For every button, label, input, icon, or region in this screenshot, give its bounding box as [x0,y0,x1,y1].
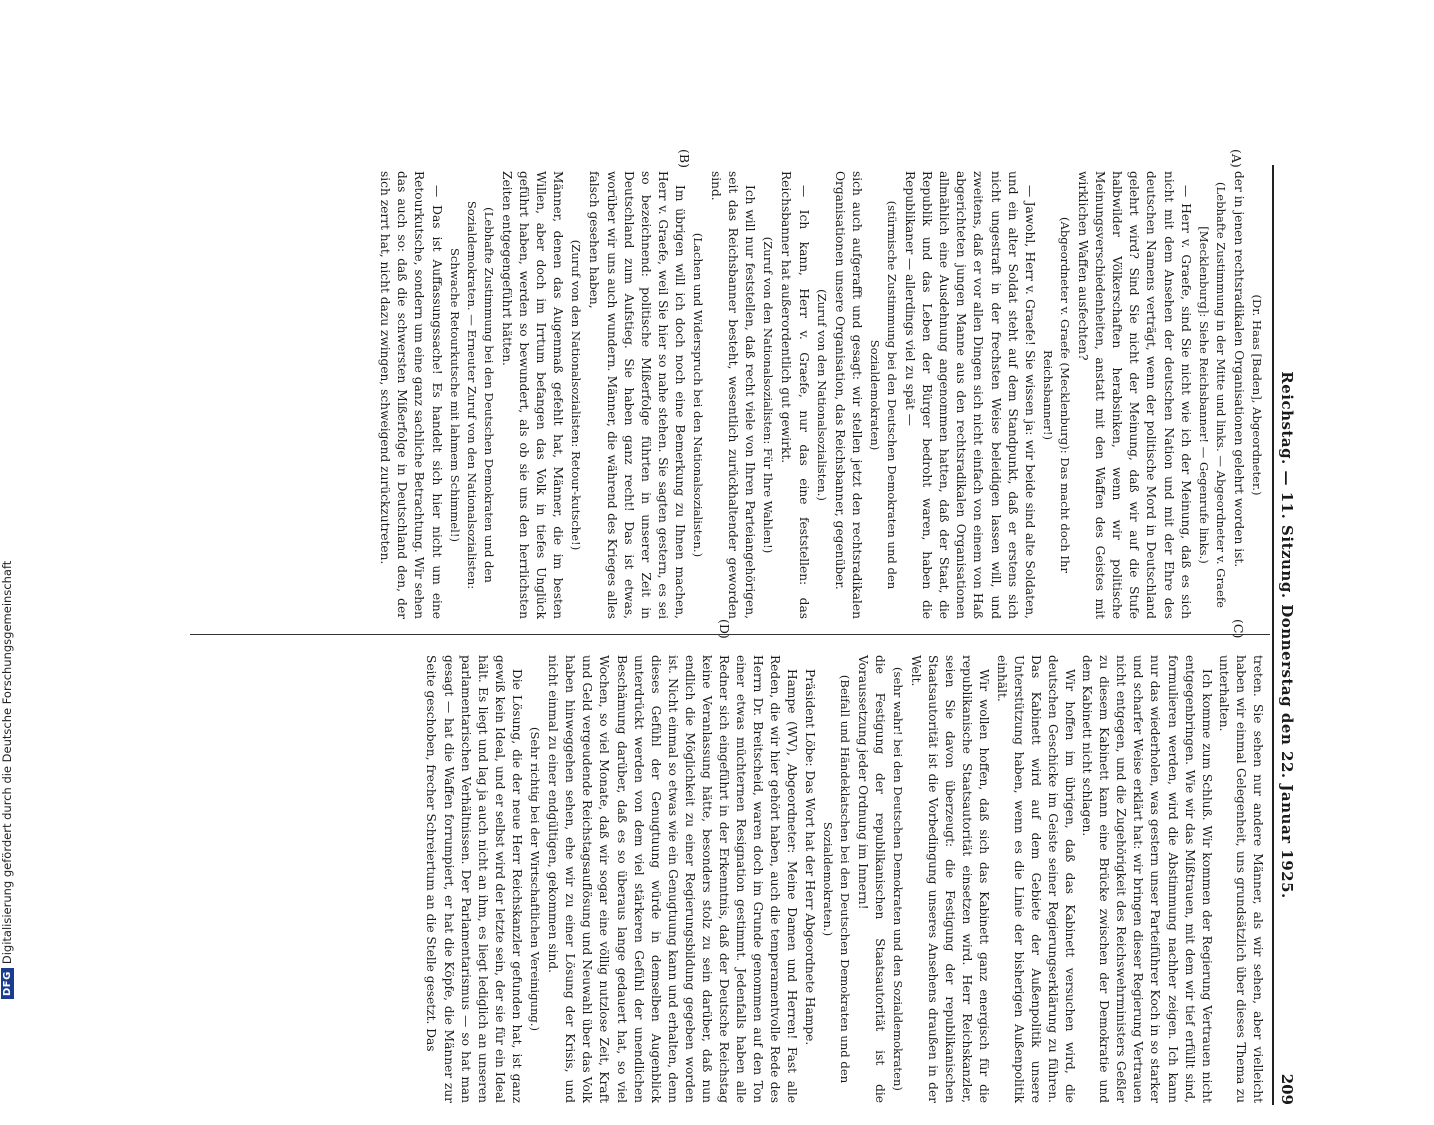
paragraph: Ich will nur feststellen, daß recht viele von Ihren Parteiangehörigen, seit das Reichsbanner besteht, wesentlich zurückhaltender geworden sind. [709,171,758,619]
page-header [1278,165,1312,1105]
speech-interjection: (Lebhafte Zustimmung in der Mitte und links. — Abgeordneter v. Graefe [Mecklenburg]: Siehe Reichsbanner! — Gegenrufe links.) [1196,182,1228,608]
paragraph: — Herr v. Graefe, sind Sie nicht wie ich der Meinung, daß es sich nicht mit dem Ansehen der deutschen Nation und mit der Ehre des deutschen Namens verträgt, wenn der politische Mord in Deutschland gelehrt wird? Sind Sie nicht der Meinung, daß wir auf die Stufe halbwilder Völkerschaften herabsinken, wenn wir politische Meinungsverschiedenheiten, anstatt mit den Waffen des Geistes mit wirklichen Waffen ausfechten? [1076,171,1193,619]
margin-mark-b: (B) [677,149,692,168]
paragraph-continued: die Festigung der republikanischen Staatsautorität ist die Voraussetzung jeder Ordnung im Innern! [855,655,887,1103]
paragraph: Hampe (WV), Abgeordneter: Meine Damen und Herren! Fast alle Reden, die wir hier gehört haben, auch die temperamentvolle Rede des Herrn Dr. Breitscheid, waren doch im Grunde genommen auf den Ton einer etwas müchternen Resignation gestimmt. Jedenfalls haben alle Redner sich eingeführt in der Erkenntnis, daß der Deutsche Reichstag keine Veranlassung hätte, besonders stolz zu sein darüber, daß nun endlich die Möglichkeit zu einer Regierungsbildung gegeben worden ist. Nicht einmal so etwas wie ein Genugtuung kann und erhalten, denn dieses Gefühl der Genugtuung würde in demselben Augenblick unterdrückt werden von dem viel stärkeren Gefühl der unendlichen Beschämung darüber, daß es so überaus lange gedauert hat, so viel Wochen, so viel Monate, daß wir sogar eine völlig nutzlose Zeit, Kraft und Geld vergeudende Reichstagsauflösung und Neuwahl über das Volk haben hinweggehen sehen, ehe wir zu einer Lösung der Krisis, und nicht einmal zu einer endgültigen, gekommen sind. [546,655,800,1103]
speech-interjection: (Zuruf von den Nationalsozialisten: Für Ihre Wahlen!) [761,236,776,554]
credit-text: Digitalisierung gefördert durch die Deutsche Forschungsgemeinschaft [0,560,14,965]
margin-mark-d: (D) [717,619,732,639]
paragraph: — Jawohl, Herr v. Graefe! Sie wissen ja: wir beide sind alte Soldaten, und ein alter Soldat steht auf dem Standpunkt, daß er erstens sich nicht ungestraft in der frechsten Weise beleidigen lassen will, und zweitens, daß er vor allen Dingen sich nicht einfach von einem von Haß abgerichteten jungen Manne aus den rechtsradikalen Organisationen allmählich eine Ausdehnung angenommen hatten, daß der Staat, die Republik und das Leben der Bürger bedroht waren, haben die Republikaner — allerdings viel zu spät — [903,171,1037,619]
speech-interjection: (Dr. Haas [Baden], Abgeordneter.) [1250,294,1264,496]
right-column [422,655,1266,1103]
speech-interjection: (Zuruf von den Nationalsozialisten.) [814,289,829,501]
speech-interjection: (Zuruf von den Nationalsozialisten: Retour-kutsche!) [569,239,584,551]
digitization-credit [0,9,18,999]
paragraph: — Das ist Auffassungssache! Es handelt sich hier nicht um eine Retourkutsche, sondern um eine ganz sachliche Betrachtung. Wir sehen das auch so: daß die schwersten Mißerfolge in Deutschland den, der sich zerrt hat, nicht dazu zwingen, schweigend zurückzutreten. [378,171,444,619]
dfg-logo: DFG [1,968,14,999]
paragraph: Im übrigen will ich doch noch eine Bemerkung zu Ihnen machen, Herr v. Graefe, weil Sie hier so nahe stehen. Sie sagten gestern, es sei so bezeichnend: politische Mißerfolge führten in unserer Zeit in Deutschland zum Aufstieg. Sie haben ganz recht! Das ist etwas, worüber wir uns auch wundern. Männer, die während des Krieges alles falsch gesehen haben, [587,171,687,619]
speech-interjection: (stürmische Zustimmung bei den Deutschen Demokraten und den Sozialdemokraten) [867,200,900,590]
header-rule [1272,165,1274,1105]
paragraph: Präsident Löbe: Das Wort hat der Herr Abgeordnete Hampe. [802,669,817,1046]
paragraph: — Ich kann, Herr v. Graefe, nur das eine feststellen: das Reichsbanner hat außerordentlich gut gewirkt. [779,171,811,619]
speech-interjection: (Sehr richtig bei der Wirtschaftlichen Vereinigung.) [528,726,543,1032]
paragraph-continued: sich auch aufgerafft und gesagt: wir stellen jetzt den rechtsradikalen Organisationen unsere Organisation, das Reichsbanner, gegenüber. [832,171,864,619]
paragraph-continued: Männer, denen das Augenmaß gefehlt hat, Männer, die im besten Willen, aber doch im Irrtum befangen das Volk in tiefes Unglück geführt haben, werden so bewundert, als ob sie uns den herrlichsten Zeiten entgegengeführt hätten. [499,171,566,619]
speech-interjection: (Beifall und Händeklatschen bei den Deutschen Demokraten und den Sozialdemokraten.) [820,674,852,1084]
speech-interjection: (Lachen und Widerspruch bei den Nationalsozialisten.) [691,232,705,558]
margin-mark-a: (A) [1229,149,1244,168]
speech-interjection: (Abgeordneter v. Graefe (Mecklenburg): Das macht doch Ihr Reichsbanner!) [1040,216,1072,574]
paragraph-continued: treten. Sie sehen nur andere Männer, als wir sehen, aber vielleicht haben wir einmal Gelegenheit, uns grundsätzlich über dieses Thema zu unterhalten. [1216,655,1265,1103]
header-title: Reichstag. — 11. Sitzung. Donnerstag den 22. Januar 1925. [1278,371,1296,899]
left-column [376,171,1266,619]
speech-interjection: (sehr wahr! bei den Deutschen Demokraten und den Sozialdemokraten) [891,667,906,1091]
paragraph: Die Lösung, die der neue Herr Reichskanzler gefunden hat, ist ganz gewiß kein Ideal, und er selbst wird der letzte sein, der sie für ein Ideal hält. Es liegt und lag ja auch nicht an ihm, es liegt lediglich an unseren parlamentarischen Verhältnissen. Der Parlamentarismus — so hat man gesagt — hat die Waffen forrumpiert, er hat die Köpfe, die Männer zur Seite geschoben, frecher Schreiertum an die Stelle gesetzt. Das [424,655,524,1103]
paragraph: Wir wollen hoffen, daß sich das Kabinett ganz energisch für die republikanische Staatsautorität einsetzen wird. Herr Reichskanzler, seien Sie davon überzeugt: die Festigung der republikanischen Staatsautorität ist die Vorbedingung unseres Ansehens draußen in der Welt. [909,655,992,1103]
paragraph: Ich komme zum Schluß. Wir kommen der Regierung Vertrauen nicht entgegenbringen. Wie wir das Mißtrauen, mit dem wir tief erfüllt sind, formulieren werden, wird die Abstimmung nachher zeigen. Ich kann nur das wiederholen, was gestern unser Parteiführer Koch in so starker und scharfer Weise erklärt hat: wir bringen dieser Regierung Vertrauen nicht entgegen, und die Zugehörigkeit des Reichswehrministers Geßler zu diesem Kabinett kann eine Brücke zwischen der Demokratie und dem Kabinett nicht schlagen. [1080,655,1214,1103]
page-number: 209 [1278,1073,1296,1105]
paragraph-continued: der in jenen rechtsradikalen Organisationen gelehrt worden ist. [1231,171,1246,568]
speech-interjection: (Lebhafte Zustimmung bei den Deutschen Demokraten und den Sozialdemokraten. — Erneuter Zuruf von den Nationalsozialisten: Schwache Retourkutsche mit lahmem Schimmel!) [447,200,496,590]
margin-mark-c: (C) [1231,619,1246,639]
paragraph: Wir hoffen im übrigen, daß das Kabinett versuchen wird, die deutschen Geschicke im Geiste seiner Regierungserklärung zu führen. Das Kabinett wird auf dem Gebiete der Außenpolitik unsere Unterstützung haben, wenn es die Linie der bisherigen Außenpolitik einhält. [994,655,1077,1103]
rotated-newspaper-page [82,145,1332,1125]
